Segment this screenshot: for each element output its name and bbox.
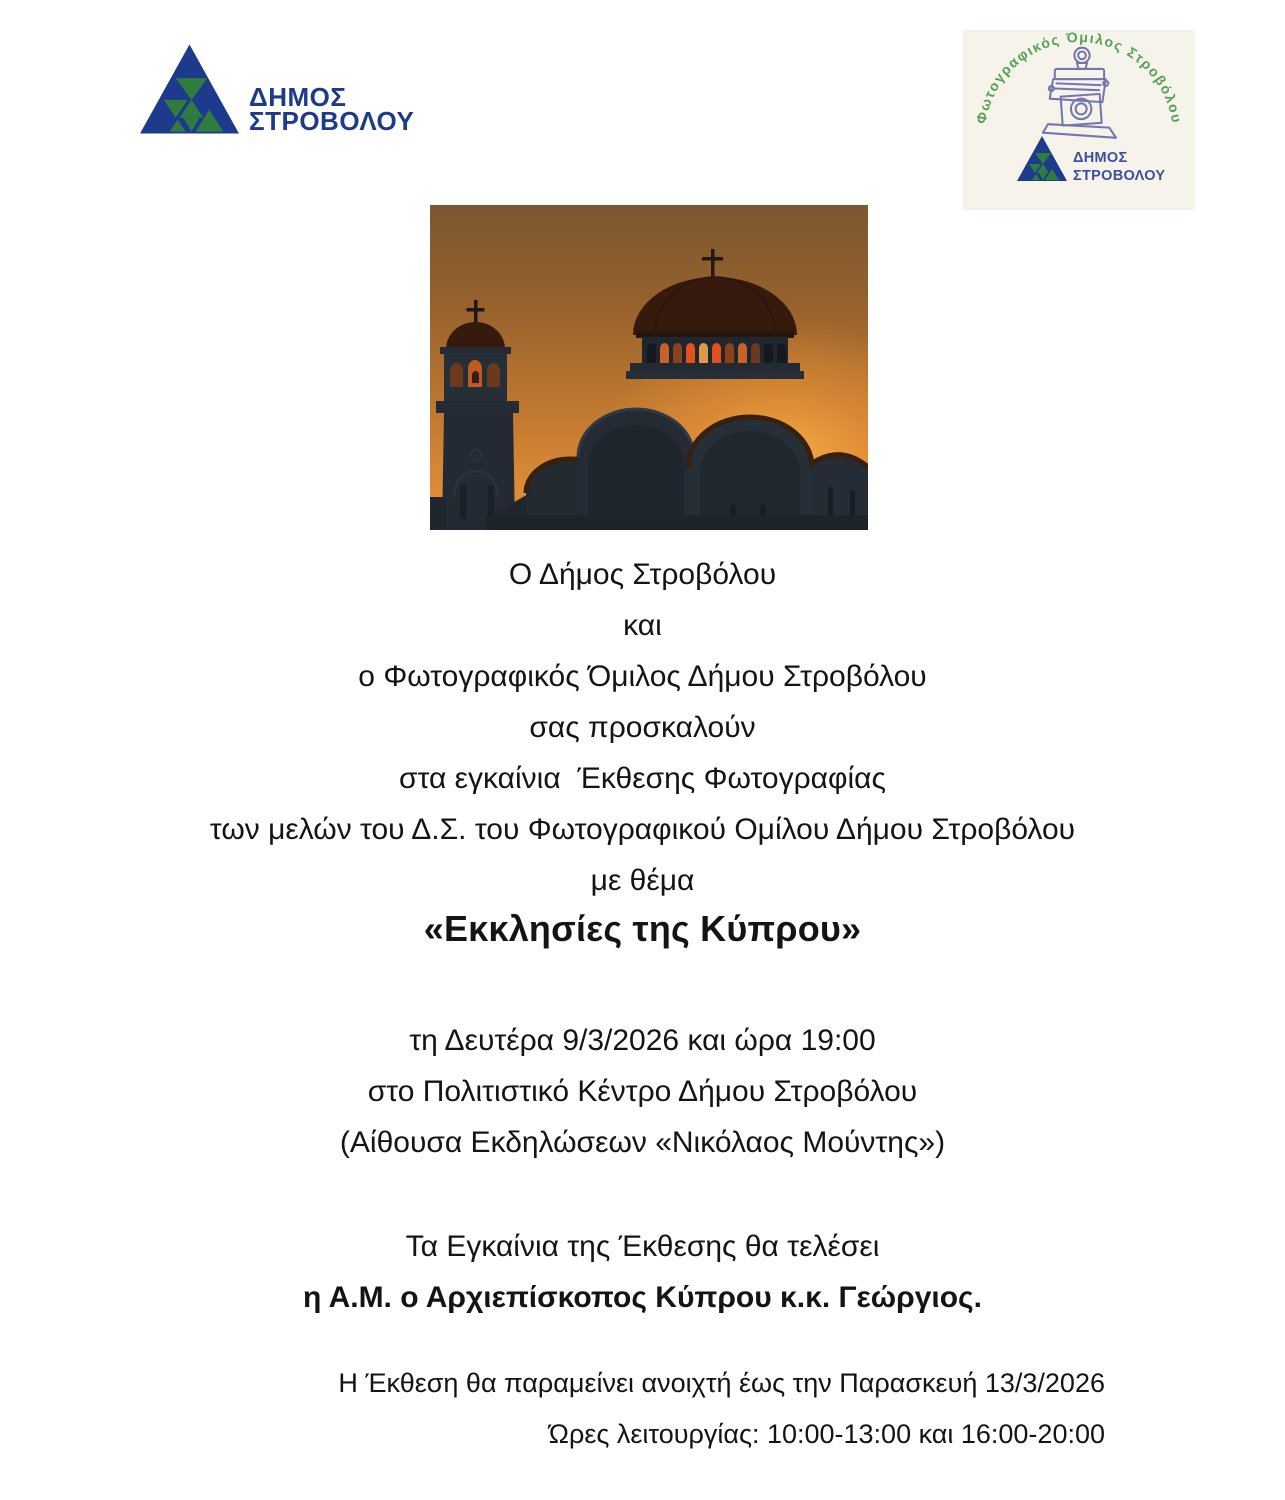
church-sunset-photo xyxy=(430,205,868,530)
photo-club-name-line2: ΣΤΡΟΒΟΛΟΥ xyxy=(1073,168,1166,184)
municipality-triangle-icon xyxy=(140,43,239,135)
photo-club-name-line1: ΔΗΜΟΣ xyxy=(1073,150,1128,166)
participants-line: των μελών του Δ.Σ. του Φωτογραφικού Ομίλου Δήμου Στροβόλου xyxy=(209,813,1076,846)
municipality-logo xyxy=(140,43,414,135)
officiant-intro-line: Τα Εγκαίνια της Έκθεσης θα τελέσει xyxy=(405,1230,880,1263)
photo-club-logo xyxy=(963,30,1195,210)
municipality-name-line2: ΣΤΡΟΒΟΛΟΥ xyxy=(249,106,415,136)
theme-intro-line: με θέμα xyxy=(590,864,695,897)
vintage-camera-icon xyxy=(1043,48,1116,138)
hall-line: (Αίθουσα Εκδηλώσεων «Νικόλαος Μούντης») xyxy=(339,1126,946,1159)
hours-line: Ώρες λειτουργίας: 10:00-13:00 και 16:00-20:00 xyxy=(548,1419,1105,1449)
host-line-1: Ο Δήμος Στροβόλου xyxy=(508,558,777,591)
municipality-name-line1: ΔΗΜΟΣ xyxy=(249,82,347,112)
invite-line: σας προσκαλούν xyxy=(529,711,756,744)
officiant-line: η Α.Μ. ο Αρχιεπίσκοπος Κύπρου κ.κ. Γεώργιος. xyxy=(303,1281,982,1314)
photo-club-triangle-icon xyxy=(1017,136,1067,181)
venue-line: στο Πολιτιστικό Κέντρο Δήμου Στροβόλου xyxy=(367,1075,918,1108)
duration-line: Η Έκθεση θα παραμείνει ανοιχτή έως την Παρασκευή 13/3/2026 xyxy=(338,1368,1105,1398)
event-line: στα εγκαίνια Έκθεσης Φωτογραφίας xyxy=(399,762,886,795)
photo-club-arc-text: Φωτογραφικός Όμιλος Στροβόλου xyxy=(972,30,1186,125)
conjunction-line: και xyxy=(623,609,662,642)
host-line-2: ο Φωτογραφικός Όμιλος Δήμου Στροβόλου xyxy=(358,660,927,693)
exhibition-title: «Εκκλησίες της Κύπρου» xyxy=(423,908,862,949)
municipality-logo-text xyxy=(249,82,415,136)
datetime-line: τη Δευτέρα 9/3/2026 και ώρα 19:00 xyxy=(409,1024,876,1057)
